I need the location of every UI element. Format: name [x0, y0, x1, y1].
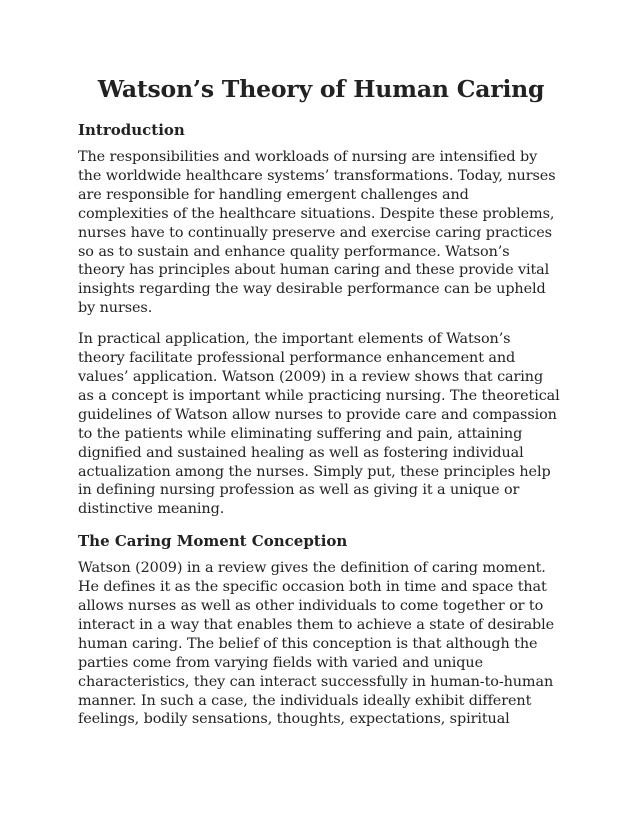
text-line: theory has principles about human caring and these provide vital — [78, 262, 550, 279]
section-caring-moment — [78, 531, 564, 729]
text-line: in defining nursing profession as well as giving it a unique or — [78, 482, 520, 499]
text-line: guidelines of Watson allow nurses to provide care and compassion — [78, 406, 557, 423]
text-line: human caring. The belief of this conception is that although the — [78, 635, 538, 652]
section-heading: Introduction — [78, 121, 185, 139]
text-line: are responsible for handling emergent challenges and — [78, 186, 469, 203]
document-title: Watson’s Theory of Human Caring — [97, 75, 545, 103]
text-line: allows nurses as well as other individuals to come together or to — [78, 598, 544, 615]
paragraph — [78, 330, 564, 519]
text-line: parties come from varying fields with varied and unique — [78, 654, 483, 671]
text-line: theory facilitate professional performance enhancement and — [78, 350, 516, 367]
text-line: the worldwide healthcare systems’ transformations. Today, nurses — [78, 167, 556, 184]
text-line: interact in a way that enables them to achieve a state of desirable — [78, 616, 555, 633]
text-line: insights regarding the way desirable performance can be upheld — [78, 281, 546, 298]
text-line: values’ application. Watson (2009) in a review shows that caring — [78, 368, 544, 385]
section-introduction — [78, 120, 564, 519]
text-line: complexities of the healthcare situations. Despite these problems, — [78, 205, 555, 222]
text-line: by nurses. — [78, 300, 153, 317]
text-line: The responsibilities and workloads of nursing are intensified by — [78, 149, 538, 165]
text-line: He defines it as the specific occasion both in time and space that — [78, 579, 547, 596]
text-line: dignified and sustained healing as well as fostering individual — [78, 444, 524, 461]
text-line: feelings, bodily sensations, thoughts, expectations, spiritual — [78, 711, 510, 728]
section-heading: The Caring Moment Conception — [78, 532, 348, 551]
text-line: characteristics, they can interact successfully in human-to-human — [78, 673, 554, 690]
text-line: distinctive meaning. — [78, 501, 225, 518]
text-line: nurses have to continually preserve and exercise caring practices — [78, 224, 552, 241]
text-line: Watson (2009) in a review gives the definition of caring moment. — [78, 560, 546, 577]
text-line: manner. In such a case, the individuals ideally exhibit different — [78, 692, 532, 709]
text-line: to the patients while eliminating suffering and pain, attaining — [78, 425, 523, 442]
text-line: so as to sustain and enhance quality performance. Watson’s — [78, 243, 510, 260]
text-line: as a concept is important while practicing nursing. The theoretical — [78, 387, 560, 404]
paragraph — [78, 559, 564, 729]
text-line: In practical application, the important elements of Watson’s — [78, 331, 511, 348]
document-page — [78, 74, 564, 741]
text-line: actualization among the nurses. Simply put, these principles help — [78, 463, 551, 480]
paragraph — [78, 148, 564, 318]
